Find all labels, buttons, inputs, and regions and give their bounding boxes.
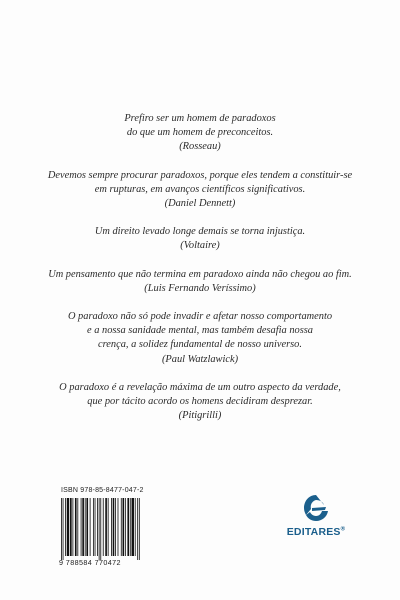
barcode-bar [61, 498, 62, 560]
barcode-bar [81, 498, 82, 556]
barcode-bar [115, 498, 116, 556]
quote-line: O paradoxo é a revelação máxima de um outro aspecto da verdade, [59, 381, 341, 393]
quote [40, 310, 360, 367]
barcode-bar [72, 498, 73, 556]
barcode-bar [93, 498, 94, 556]
barcode-bar [118, 498, 119, 556]
barcode-bar [100, 498, 101, 560]
barcode-bar [125, 498, 126, 556]
barcode-bar [97, 498, 98, 556]
barcode-bar [85, 498, 86, 556]
barcode-bar [105, 498, 107, 556]
quote [40, 268, 360, 296]
quote-line: Prefiro ser um homem de paradoxos [124, 113, 276, 124]
barcode-bar [121, 498, 122, 556]
barcode-bar [103, 498, 104, 556]
quote-line: e a nossa sanidade mental, mas também desafia nossa [87, 325, 313, 337]
publisher-logo-block [276, 492, 356, 538]
barcode-bar [113, 498, 115, 556]
barcode-bar [65, 498, 66, 556]
barcode-bar [86, 498, 88, 556]
barcode-bar [135, 498, 136, 556]
barcode-bar [75, 498, 77, 556]
quote-author: (Pitigrilli) [178, 410, 222, 422]
quote-line: em rupturas, em avanços científicos significativos. [94, 183, 306, 195]
quote-author: (Rosseau) [179, 141, 221, 153]
barcode-bar [111, 498, 112, 556]
quotes-section [40, 112, 360, 437]
barcode-bar [130, 498, 131, 556]
registered-mark: ® [340, 526, 346, 533]
quote-line: Devemos sempre procurar paradoxos, porque eles tendem a constituir-se [47, 169, 353, 181]
quote [40, 169, 360, 212]
barcode-bar [108, 498, 109, 556]
barcode-bar [127, 498, 129, 556]
barcode-bar [132, 498, 134, 556]
quote-author: (Luis Fernando Veríssimo) [144, 282, 256, 294]
barcode-bar [77, 498, 78, 556]
barcode-bar [82, 498, 84, 556]
quote-line: que por tácito acordo os homens decidiram desprezar. [87, 396, 313, 408]
quote-author: (Paul Watzlawick) [161, 353, 239, 365]
quote-line: Um pensamento que não termina em paradoxo ainda não chegou ao fim. [48, 268, 352, 280]
barcode-bar [99, 498, 100, 560]
quote [40, 381, 360, 424]
quote-author: (Daniel Dennett) [164, 198, 236, 210]
quote-line: O paradoxo não só pode invadir e afetar nosso comportamento [67, 311, 333, 323]
barcode-bar [137, 498, 138, 560]
barcode-bar [90, 498, 91, 556]
publisher-logo-icon [300, 492, 332, 524]
barcode-digits: 9 788584 770472 [59, 558, 121, 567]
barcode-bar [70, 498, 72, 556]
quote-line: crença, a solidez fundamental de nosso universo. [98, 339, 302, 351]
quote-line: Um direito levado longe demais se torna injustiça. [94, 226, 306, 238]
barcode-bar [139, 498, 140, 560]
quote [40, 112, 360, 155]
quote-line: do que um homem de preconceitos. [126, 127, 274, 139]
barcode-bar [67, 498, 69, 556]
quote-author: (Voltaire) [180, 240, 220, 252]
isbn-block [59, 487, 177, 567]
barcode-bar [63, 498, 64, 560]
publisher-name [276, 526, 356, 538]
publisher-name-text: EDITARES [286, 526, 341, 538]
barcode-bar [123, 498, 125, 556]
barcode-bar [95, 498, 96, 556]
barcode [59, 498, 177, 560]
isbn-label: ISBN 978-85-8477-047-2 [61, 487, 144, 494]
quote [40, 225, 360, 253]
